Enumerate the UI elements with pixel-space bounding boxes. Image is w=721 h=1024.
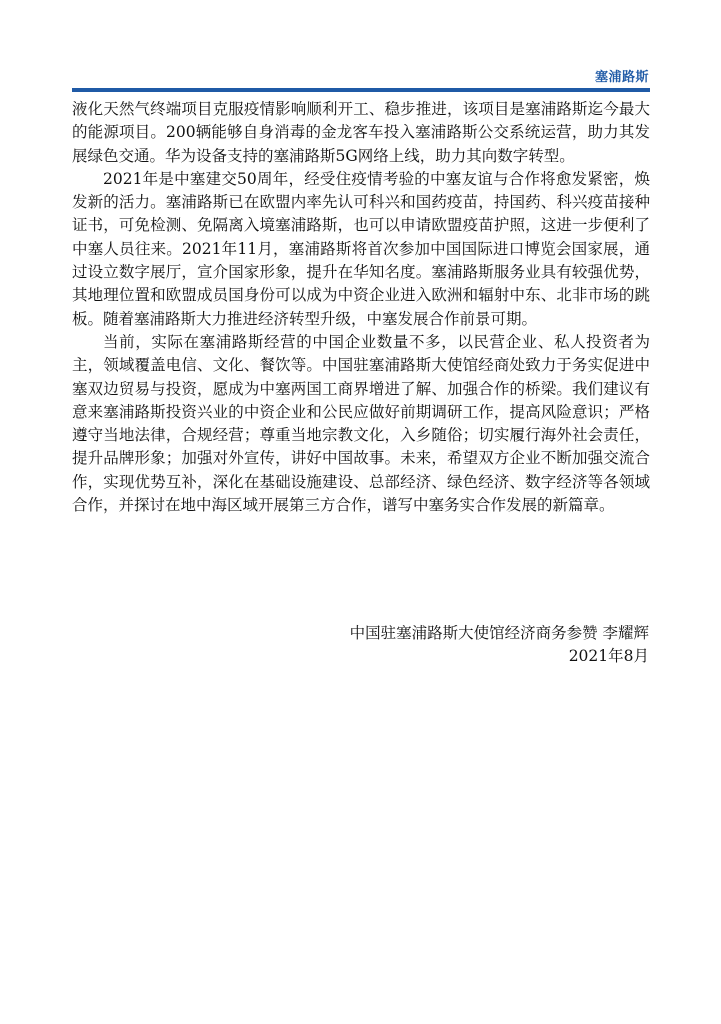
signature-date: 2021年8月 <box>568 647 649 666</box>
paragraph: 2021年是中塞建交50周年，经受住疫情考验的中塞友谊与合作将愈发紧密，焕发新的活力。塞浦路斯已在欧盟内率先认可科兴和国药疫苗，持国药、科兴疫苗接种证书，可免检测、免隔离入境塞浦路斯，也可以申请欧盟疫苗护照，这进一步便利了中塞人员往来。2021年11月，塞浦路斯将首次参加中国国际进口博览会国家展，通过设立数字展厅，宣介国家形象，提升在华知名度。塞浦路斯服务业具有较强优势，其地理位置和欧盟成员国身份可以成为中资企业进入欧洲和辐射中东、北非市场的跳板。随着塞浦路斯大力推进经济转型升级，中塞发展合作前景可期。 <box>72 169 650 328</box>
article-body <box>72 98 650 517</box>
signature-author: 中国驻塞浦路斯大使馆经济商务参赞 李耀辉 <box>349 624 649 642</box>
paragraph: 液化天然气终端项目克服疫情影响顺利开工、稳步推进，该项目是塞浦路斯迄今最大的能源项目。200辆能够自身消毒的金龙客车投入塞浦路斯公交系统运营，助力其发展绿色交通。华为设备支持的塞浦路斯5G网络上线，助力其向数字转型。 <box>72 100 650 165</box>
paragraph: 当前，实际在塞浦路斯经营的中国企业数量不多，以民营企业、私人投资者为主，领域覆盖电信、文化、餐饮等。中国驻塞浦路斯大使馆经商处致力于务实促进中塞双边贸易与投资，愿成为中塞两国工商界增进了解、加强合作的桥梁。我们建议有意来塞浦路斯投资兴业的中资企业和公民应做好前期调研工作，提高风险意识；严格遵守当地法律，合规经营；尊重当地宗教文化，入乡随俗；切实履行海外社会责任，提升品牌形象；加强对外宣传，讲好中国故事。未来，希望双方企业不断加强交流合作，实现优势互补，深化在基础设施建设、总部经济、绿色经济、数字经济等各领域合作，并探讨在地中海区域开展第三方合作，谱写中塞务实合作发展的新篇章。 <box>72 332 650 515</box>
section-title: 塞浦路斯 <box>594 70 649 85</box>
signature-block <box>149 622 649 669</box>
header-divider <box>72 88 650 92</box>
